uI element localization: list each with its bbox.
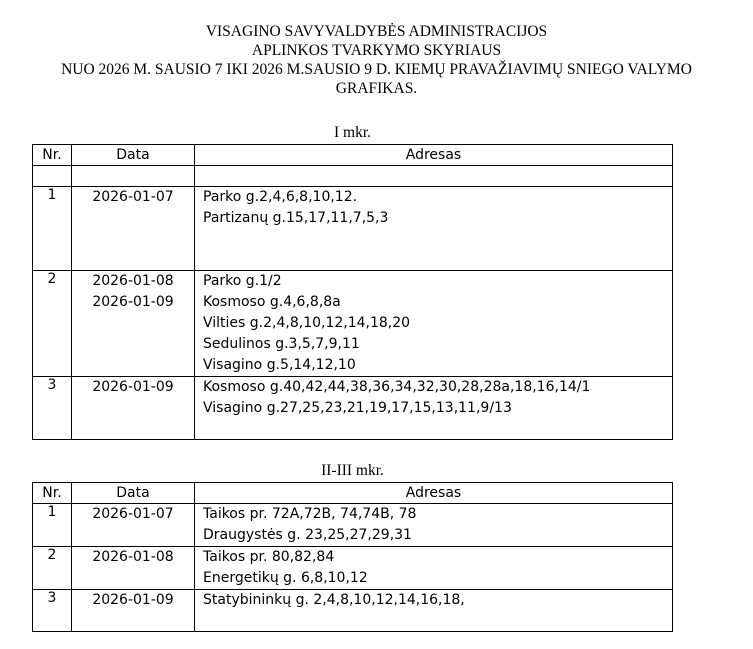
table-row bbox=[33, 377, 673, 440]
row-address: Taikos pr. 72A,72B, 74,74B, 78 Draugystės g. 23,25,27,29,31 bbox=[195, 504, 673, 547]
title-line-4: GRAFIKAS. bbox=[335, 80, 418, 97]
title-line-2: APLINKOS TVARKYMO SKYRIAUS bbox=[251, 42, 502, 59]
row-date: 2026-01-08 bbox=[72, 547, 195, 590]
column-header-adresas: Adresas bbox=[195, 483, 673, 504]
row-address: Parko g.1/2 Kosmoso g.4,6,8,8a Vilties g.2,4,8,10,12,14,18,20 Sedulinos g.3,5,7,9,11 Visagino g.5,14,12,10 bbox=[195, 271, 673, 377]
row-nr: 1 bbox=[33, 187, 72, 271]
title-line-3: NUO 2026 M. SAUSIO 7 IKI 2026 M.SAUSIO 9 D. KIEMŲ PRAVAŽIAVIMŲ SNIEGO VALYMO bbox=[61, 61, 692, 78]
row-nr: 3 bbox=[33, 377, 72, 440]
column-header-nr: Nr. bbox=[33, 145, 72, 166]
table-row bbox=[33, 504, 673, 547]
table-header-row bbox=[33, 483, 673, 504]
schedule-table-1 bbox=[32, 144, 673, 440]
schedule-table-2 bbox=[32, 482, 673, 632]
table-header-row bbox=[33, 145, 673, 166]
section-1-caption: I mkr. bbox=[333, 124, 372, 141]
row-nr: 2 bbox=[33, 547, 72, 590]
column-header-data: Data bbox=[72, 483, 195, 504]
row-nr: 1 bbox=[33, 504, 72, 547]
row-nr: 3 bbox=[33, 590, 72, 632]
table-row bbox=[33, 547, 673, 590]
column-header-nr: Nr. bbox=[33, 483, 72, 504]
row-address: Kosmoso g.40,42,44,38,36,34,32,30,28,28a,18,16,14/1 Visagino g.27,25,23,21,19,17,15,13,11,9/13 bbox=[195, 377, 673, 440]
row-date: 2026-01-07 bbox=[72, 187, 195, 271]
table-row bbox=[33, 590, 673, 632]
row-date: 2026-01-09 bbox=[72, 590, 195, 632]
table-row bbox=[33, 271, 673, 377]
section-2-caption: II-III mkr. bbox=[321, 462, 384, 479]
row-address: Statybininkų g. 2,4,8,10,12,14,16,18, bbox=[195, 590, 673, 632]
column-header-data: Data bbox=[72, 145, 195, 166]
row-date: 2026-01-09 bbox=[72, 377, 195, 440]
table-spacer-row bbox=[33, 166, 673, 187]
row-date: 2026-01-07 bbox=[72, 504, 195, 547]
document-title bbox=[0, 22, 753, 98]
table-row bbox=[33, 187, 673, 271]
column-header-adresas: Adresas bbox=[195, 145, 673, 166]
row-address: Parko g.2,4,6,8,10,12. Partizanų g.15,17,11,7,5,3 bbox=[195, 187, 673, 271]
title-line-1: VISAGINO SAVYVALDYBĖS ADMINISTRACIJOS bbox=[205, 23, 548, 40]
row-nr: 2 bbox=[33, 271, 72, 377]
row-address: Taikos pr. 80,82,84 Energetikų g. 6,8,10,12 bbox=[195, 547, 673, 590]
row-date: 2026-01-08 2026-01-09 bbox=[72, 271, 195, 377]
